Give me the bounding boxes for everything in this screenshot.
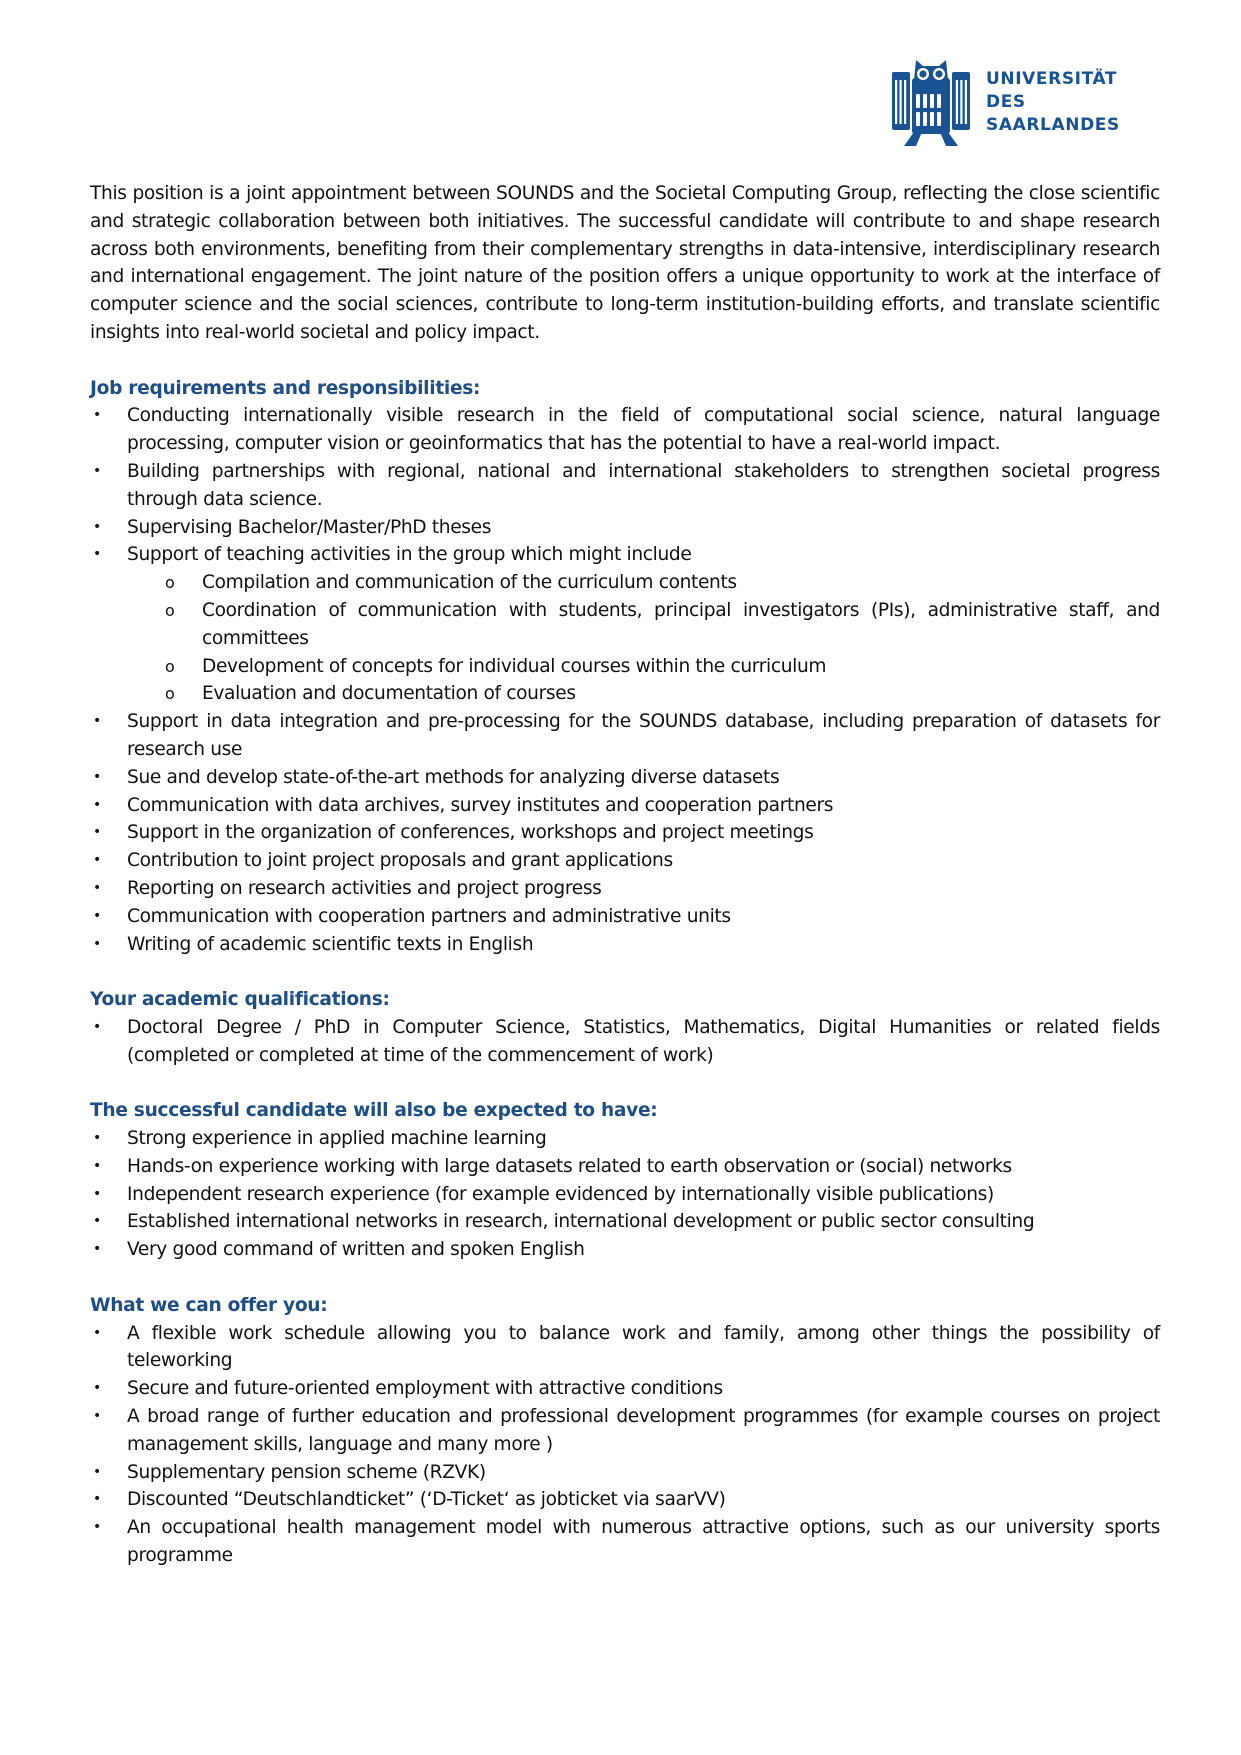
bullet-icon: • bbox=[93, 852, 101, 869]
section-heading-requirements: Job requirements and responsibilities: bbox=[90, 377, 481, 399]
list-item: • Contribution to joint project proposals and grant applications bbox=[90, 847, 1160, 875]
list-item: • Supervising Bachelor/Master/PhD theses bbox=[90, 514, 1160, 542]
bullet-icon: • bbox=[93, 546, 101, 563]
bullet-icon: • bbox=[93, 1380, 101, 1397]
sub-list-item: o Compilation and communication of the curriculum contents bbox=[90, 569, 1160, 597]
document-body bbox=[90, 180, 1160, 1570]
list-item: • Support in the organization of conferences, workshops and project meetings bbox=[90, 819, 1160, 847]
bullet-icon: • bbox=[93, 1324, 101, 1341]
list-item: • A broad range of further education and professional development programmes (for example courses on project management skills, language and many more ) bbox=[90, 1403, 1160, 1459]
circle-bullet-icon: o bbox=[165, 656, 175, 676]
bullet-icon: • bbox=[93, 1185, 101, 1202]
circle-bullet-icon: o bbox=[165, 684, 175, 704]
sub-list-item: o Coordination of communication with students, principal investigators (PIs), administrative staff, and committees bbox=[90, 597, 1160, 653]
bullet-icon: • bbox=[93, 1241, 101, 1258]
list-item: • Communication with data archives, survey institutes and cooperation partners bbox=[90, 792, 1160, 820]
section-heading-expected: The successful candidate will also be expected to have: bbox=[90, 1100, 658, 1122]
list-item: • Conducting internationally visible research in the field of computational social science, natural language processing, computer vision or geoinformatics that has the potential to have a real-world impact. bbox=[90, 402, 1160, 458]
list-item: • Secure and future-oriented employment with attractive conditions bbox=[90, 1375, 1160, 1403]
bullet-icon: • bbox=[93, 1130, 101, 1147]
bullet-icon: • bbox=[93, 768, 101, 785]
section-heading-offer: What we can offer you: bbox=[90, 1294, 328, 1316]
logo-line-2: DES bbox=[986, 91, 1026, 112]
list-item: • Independent research experience (for example evidenced by internationally visible publications) bbox=[90, 1181, 1160, 1209]
circle-bullet-icon: o bbox=[165, 573, 175, 593]
bullet-icon: • bbox=[93, 935, 101, 952]
owl-emblem-icon bbox=[890, 58, 972, 146]
bullet-icon: • bbox=[93, 713, 101, 730]
list-item: • Doctoral Degree / PhD in Computer Science, Statistics, Mathematics, Digital Humanities or related fields (completed or completed at time of the commencement of work) bbox=[90, 1014, 1160, 1070]
list-item: • Building partnerships with regional, national and international stakeholders to strengthen societal progress through data science. bbox=[90, 458, 1160, 514]
list-item: • Discounted “Deutschlandticket” (‘D-Ticket‘ as jobticket via saarVV) bbox=[90, 1486, 1160, 1514]
bullet-icon: • bbox=[93, 1491, 101, 1508]
sub-list-item: o Evaluation and documentation of courses bbox=[90, 680, 1160, 708]
list-item: • Very good command of written and spoken English bbox=[90, 1236, 1160, 1264]
requirements-list bbox=[90, 402, 1160, 569]
bullet-icon: • bbox=[93, 1463, 101, 1480]
logo-line-3: SAARLANDES bbox=[986, 114, 1120, 135]
requirements-list-continued bbox=[90, 708, 1160, 958]
bullet-icon: • bbox=[93, 1213, 101, 1230]
section-heading-qualifications: Your academic qualifications: bbox=[90, 989, 390, 1011]
bullet-icon: • bbox=[93, 462, 101, 479]
list-item: • Writing of academic scientific texts in English bbox=[90, 931, 1160, 959]
expected-list bbox=[90, 1125, 1160, 1264]
list-item: • Reporting on research activities and project progress bbox=[90, 875, 1160, 903]
list-item: • Strong experience in applied machine learning bbox=[90, 1125, 1160, 1153]
bullet-icon: • bbox=[93, 1018, 101, 1035]
bullet-icon: • bbox=[93, 407, 101, 424]
list-item: • Communication with cooperation partners and administrative units bbox=[90, 903, 1160, 931]
list-item: • Hands-on experience working with large datasets related to earth observation or (social) networks bbox=[90, 1153, 1160, 1181]
logo-line-1: UNIVERSITÄT bbox=[986, 68, 1118, 89]
list-item: • Established international networks in research, international development or public sector consulting bbox=[90, 1208, 1160, 1236]
bullet-icon: • bbox=[93, 1157, 101, 1174]
list-item: • Support of teaching activities in the group which might include bbox=[90, 541, 1160, 569]
qualifications-list bbox=[90, 1014, 1160, 1070]
intro-paragraph: This position is a joint appointment between SOUNDS and the Societal Computing Group, reflecting the close scientific and strategic collaboration between both initiatives. The successful candidate will contribute to and shape research across both environments, benefiting from their complementary strengths in data-intensive, interdisciplinary research and international engagement. The joint nature of the position offers a unique opportunity to work at the interface of computer science and the social sciences, contribute to long-term institution-building efforts, and translate scientific insights into real-world societal and policy impact. bbox=[90, 183, 1160, 343]
bullet-icon: • bbox=[93, 796, 101, 813]
offer-list bbox=[90, 1320, 1160, 1570]
list-item: • Support in data integration and pre-processing for the SOUNDS database, including preparation of datasets for research use bbox=[90, 708, 1160, 764]
university-logo bbox=[890, 58, 1120, 146]
list-item: • A flexible work schedule allowing you to balance work and family, among other things the possibility of teleworking bbox=[90, 1320, 1160, 1376]
list-item: • Sue and develop state-of-the-art methods for analyzing diverse datasets bbox=[90, 764, 1160, 792]
university-name bbox=[986, 68, 1120, 137]
circle-bullet-icon: o bbox=[165, 600, 175, 620]
list-item: • Supplementary pension scheme (RZVK) bbox=[90, 1459, 1160, 1487]
bullet-icon: • bbox=[93, 1519, 101, 1536]
bullet-icon: • bbox=[93, 518, 101, 535]
list-item: • An occupational health management model with numerous attractive options, such as our university sports programme bbox=[90, 1514, 1160, 1570]
bullet-icon: • bbox=[93, 824, 101, 841]
bullet-icon: • bbox=[93, 1408, 101, 1425]
sub-list-item: o Development of concepts for individual courses within the curriculum bbox=[90, 653, 1160, 681]
bullet-icon: • bbox=[93, 907, 101, 924]
bullet-icon: • bbox=[93, 879, 101, 896]
teaching-sublist bbox=[90, 569, 1160, 708]
